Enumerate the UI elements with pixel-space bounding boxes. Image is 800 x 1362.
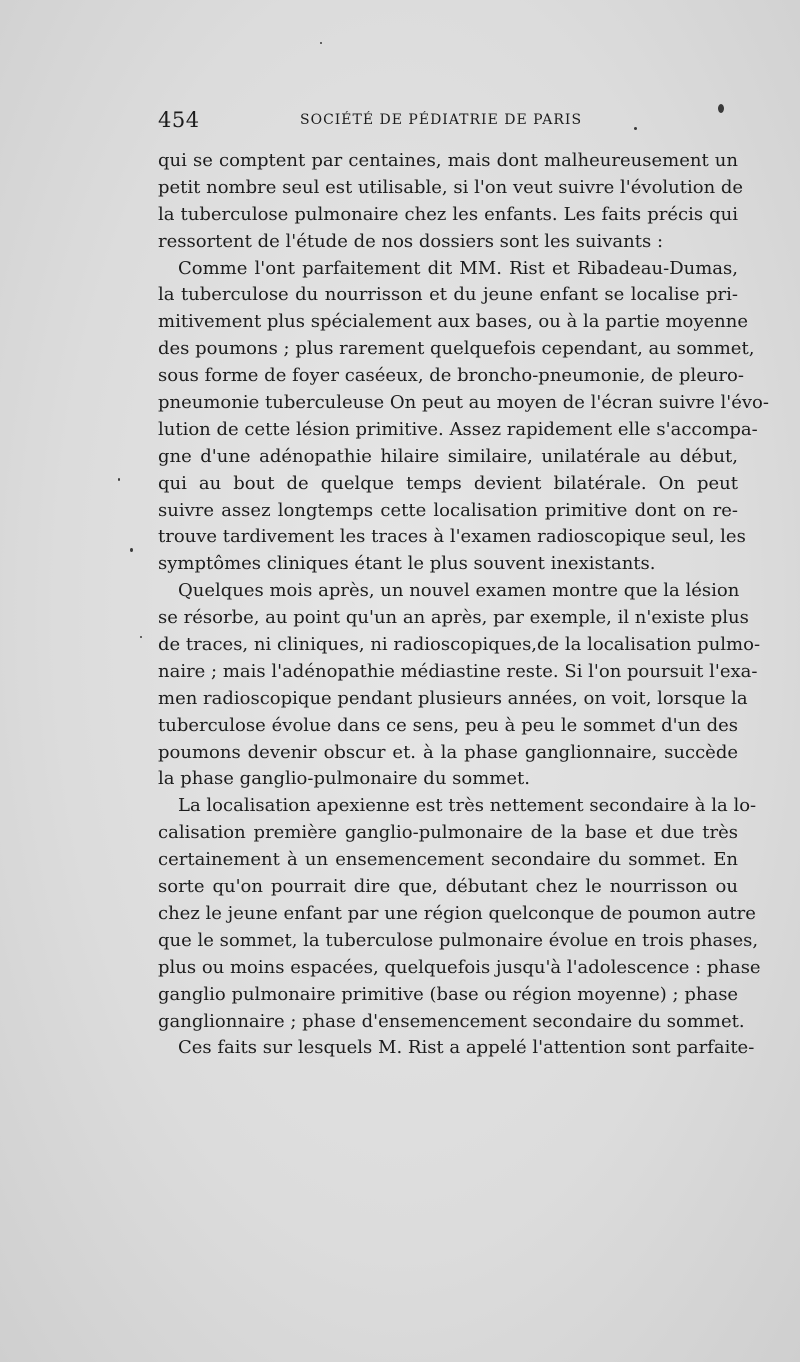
running-title: SOCIÉTÉ DE PÉDIATRIE DE PARIS [300, 112, 583, 128]
text-line: poumons devenir obscur et. à la phase ganglionnaire, succède [158, 741, 738, 763]
paragraph-start-line: La localisation apexienne est très nettement secondaire à la lo- [178, 795, 757, 817]
scan-speck [718, 104, 724, 113]
text-line: lution de cette lésion primitive. Assez rapidement elle s'accompa- [158, 418, 758, 440]
text-line: que le sommet, la tuberculose pulmonaire évolue en trois phases, [158, 929, 759, 951]
text-line: plus ou moins espacées, quelquefois jusqu'à l'adolescence : phase [158, 956, 761, 978]
text-line: de traces, ni cliniques, ni radioscopiques,de la localisation pulmo- [158, 634, 761, 656]
paragraph-start-line: Ces faits sur lesquels M. Rist a appelé l'attention sont parfaite- [178, 1037, 755, 1059]
text-line: certainement à un ensemencement secondaire du sommet. En [158, 849, 738, 871]
text-line: petit nombre seul est utilisable, si l'on veut suivre l'évolution de [158, 176, 744, 198]
body-text [158, 148, 769, 1062]
text-line: qui se comptent par centaines, mais dont malheureusement un [158, 150, 738, 171]
text-line: suivre assez longtemps cette localisation primitive dont on re- [158, 499, 738, 521]
paragraph-start-line: Comme l'ont parfaitement dit MM. Rist et Ribadeau-Dumas, [178, 257, 738, 279]
text-line: symptômes cliniques étant le plus souvent inexistants. [158, 553, 656, 575]
text-line: la phase ganglio-pulmonaire du sommet. [158, 768, 530, 790]
text-line: se résorbe, au point qu'un an après, par exemple, il n'existe plus [158, 607, 749, 629]
text-line: gne d'une adénopathie hilaire similaire, unilatérale au début, [158, 445, 738, 467]
text-line: sous forme de foyer caséeux, de broncho-pneumonie, de pleuro- [158, 365, 744, 387]
text-line: ganglionnaire ; phase d'ensemencement secondaire du sommet. [158, 1010, 745, 1032]
text-line: naire ; mais l'adénopathie médiastine reste. Si l'on poursuit l'exa- [158, 660, 758, 682]
text-line: des poumons ; plus rarement quelquefois cependant, au sommet, [158, 338, 755, 360]
text-line: la tuberculose du nourrisson et du jeune enfant se localise pri- [158, 284, 738, 306]
page-number: 454 [158, 108, 200, 132]
text-line: men radioscopique pendant plusieurs années, on voit, lorsque la [158, 687, 748, 709]
scan-speck [140, 636, 142, 638]
page-header [158, 108, 758, 138]
text-line: tuberculose évolue dans ce sens, peu à peu le sommet d'un des [158, 714, 738, 736]
text-line: calisation première ganglio-pulmonaire de la base et due très [158, 822, 738, 844]
paragraph-start-line: Quelques mois après, un nouvel examen montre que la lésion [178, 580, 740, 602]
text-line: qui au bout de quelque temps devient bilatérale. On peut [158, 472, 738, 494]
text-line: la tuberculose pulmonaire chez les enfants. Les faits précis qui [158, 203, 738, 225]
text-line: pneumonie tuberculeuse On peut au moyen de l'écran suivre l'évo- [158, 392, 769, 414]
scan-speck [118, 478, 120, 481]
scan-speck [634, 127, 637, 130]
text-line: mitivement plus spécialement aux bases, ou à la partie moyenne [158, 311, 749, 333]
scan-speck [320, 42, 322, 44]
text-line: sorte qu'on pourrait dire que, débutant chez le nourrisson ou [158, 876, 738, 898]
text-line: ganglio pulmonaire primitive (base ou région moyenne) ; phase [158, 983, 739, 1005]
text-line: chez le jeune enfant par une région quelconque de poumon autre [158, 902, 756, 924]
scan-speck [130, 548, 133, 552]
text-line: ressortent de l'étude de nos dossiers sont les suivants : [158, 230, 664, 252]
text-line: trouve tardivement les traces à l'examen radioscopique seul, les [158, 526, 746, 548]
